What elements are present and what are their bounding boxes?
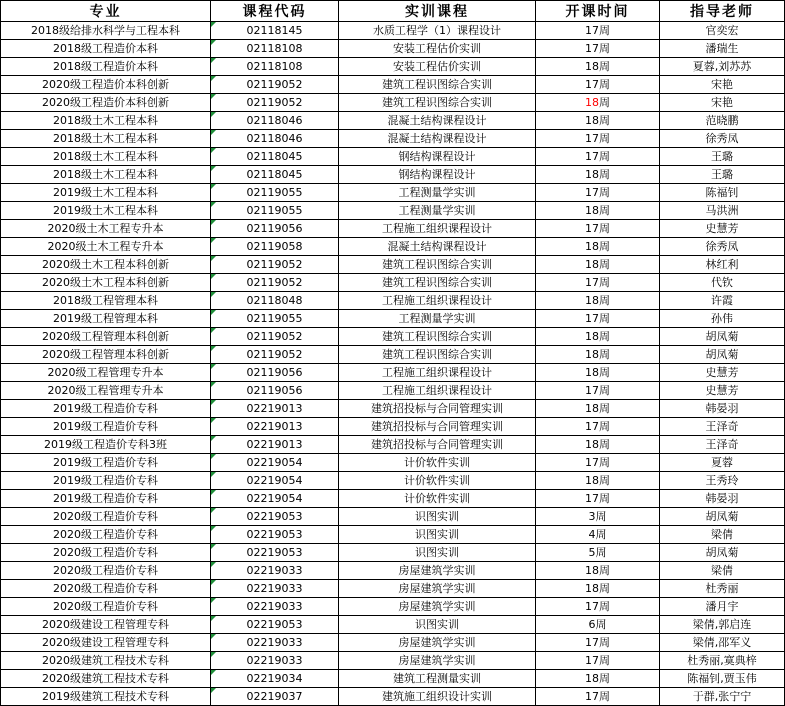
table-row [1,544,785,562]
cell-course[interactable]: 工程施工组织课程设计 [339,292,536,310]
cell-course[interactable]: 安装工程估价实训 [339,40,536,58]
cell-course[interactable]: 工程施工组织课程设计 [339,220,536,238]
table-row [1,382,785,400]
cell-weeks[interactable]: 17周 [536,76,660,94]
table-row [1,436,785,454]
cell-weeks[interactable]: 18周 [536,166,660,184]
cell-major[interactable]: 2018级工程造价本科 [1,40,211,58]
table-row [1,40,785,58]
cell-major[interactable]: 2019级工程管理本科 [1,310,211,328]
cell-major[interactable]: 2020级工程造价专科 [1,526,211,544]
cell-course-code[interactable]: 02219033 [211,634,339,652]
cell-course-code[interactable]: 02219037 [211,688,339,706]
cell-weeks[interactable]: 17周 [536,634,660,652]
cell-course-code[interactable]: 02118046 [211,130,339,148]
cell-major[interactable]: 2020级工程管理本科创新 [1,346,211,364]
cell-major[interactable]: 2018级土木工程本科 [1,148,211,166]
cell-major[interactable]: 2020级工程造价专科 [1,562,211,580]
cell-course[interactable]: 建筑工程识图综合实训 [339,76,536,94]
cell-course[interactable]: 混凝土结构课程设计 [339,238,536,256]
cell-course-code[interactable]: 02219034 [211,670,339,688]
cell-course[interactable]: 水质工程学（1）课程设计 [339,22,536,40]
cell-course-code[interactable]: 02219033 [211,580,339,598]
table-row [1,328,785,346]
cell-course[interactable]: 安装工程估价实训 [339,58,536,76]
cell-teacher[interactable]: 林红利 [660,256,785,274]
cell-course[interactable]: 房屋建筑学实训 [339,634,536,652]
cell-weeks[interactable]: 17周 [536,490,660,508]
cell-course[interactable]: 识图实训 [339,508,536,526]
cell-course[interactable]: 建筑工程识图综合实训 [339,328,536,346]
cell-teacher[interactable]: 梁倩,邵军义 [660,634,785,652]
cell-weeks[interactable]: 18周 [536,400,660,418]
cell-major[interactable]: 2019级工程造价专科 [1,400,211,418]
cell-major[interactable]: 2019级工程造价专科 [1,490,211,508]
cell-course[interactable]: 钢结构课程设计 [339,166,536,184]
cell-teacher[interactable]: 潘月宇 [660,598,785,616]
cell-teacher[interactable]: 范晓鹏 [660,112,785,130]
cell-course-code[interactable]: 02119052 [211,346,339,364]
cell-major[interactable]: 2019级工程造价专科3班 [1,436,211,454]
table-row [1,130,785,148]
table-body [1,22,785,706]
cell-course-code[interactable]: 02219013 [211,418,339,436]
cell-teacher[interactable]: 史慧芳 [660,364,785,382]
cell-teacher[interactable]: 徐秀凤 [660,238,785,256]
cell-course[interactable]: 工程施工组织课程设计 [339,364,536,382]
cell-teacher[interactable]: 史慧芳 [660,220,785,238]
cell-course[interactable]: 计价软件实训 [339,472,536,490]
cell-course-code[interactable]: 02118048 [211,292,339,310]
cell-course[interactable]: 房屋建筑学实训 [339,598,536,616]
cell-major[interactable]: 2019级建筑工程技术专科 [1,688,211,706]
cell-teacher[interactable]: 胡凤菊 [660,544,785,562]
cell-teacher[interactable]: 马洪洲 [660,202,785,220]
cell-teacher[interactable]: 胡凤菊 [660,328,785,346]
cell-course[interactable]: 建筑施工组织设计实训 [339,688,536,706]
cell-major[interactable]: 2018级土木工程本科 [1,112,211,130]
cell-weeks[interactable]: 18周 [536,256,660,274]
table-row [1,112,785,130]
cell-teacher[interactable]: 许霞 [660,292,785,310]
cell-course[interactable]: 工程测量学实训 [339,202,536,220]
table-row [1,454,785,472]
cell-teacher[interactable]: 王璐 [660,148,785,166]
cell-teacher[interactable]: 王泽奇 [660,418,785,436]
table-row [1,580,785,598]
cell-teacher[interactable]: 杜秀丽,寞典梓 [660,652,785,670]
cell-major[interactable]: 2020级工程管理本科创新 [1,328,211,346]
cell-teacher[interactable]: 梁倩 [660,562,785,580]
cell-teacher[interactable]: 陈福钊 [660,184,785,202]
cell-course-code[interactable]: 02119052 [211,76,339,94]
cell-teacher[interactable]: 梁倩,郭启连 [660,616,785,634]
table-row [1,148,785,166]
cell-weeks[interactable]: 17周 [536,130,660,148]
cell-teacher[interactable]: 胡凤菊 [660,346,785,364]
cell-course-code[interactable]: 02219013 [211,400,339,418]
cell-major[interactable]: 2019级工程造价专科 [1,472,211,490]
cell-weeks[interactable]: 17周 [536,148,660,166]
cell-major[interactable]: 2018级工程管理本科 [1,292,211,310]
cell-course[interactable]: 建筑工程识图综合实训 [339,274,536,292]
cell-weeks[interactable]: 17周 [536,22,660,40]
cell-teacher[interactable]: 梁倩 [660,526,785,544]
cell-course[interactable]: 房屋建筑学实训 [339,652,536,670]
cell-course[interactable]: 建筑工程测量实训 [339,670,536,688]
cell-major[interactable]: 2019级工程造价专科 [1,418,211,436]
cell-course[interactable]: 工程测量学实训 [339,310,536,328]
cell-course-code[interactable]: 02119052 [211,94,339,112]
cell-course[interactable]: 建筑工程识图综合实训 [339,94,536,112]
cell-course-code[interactable]: 02118108 [211,58,339,76]
cell-weeks[interactable]: 18周 [536,112,660,130]
cell-major[interactable]: 2020级土木工程本科创新 [1,256,211,274]
cell-major[interactable]: 2020级建筑工程技术专科 [1,652,211,670]
cell-weeks[interactable]: 17周 [536,184,660,202]
cell-teacher[interactable]: 潘瑞生 [660,40,785,58]
cell-course-code[interactable]: 02219054 [211,454,339,472]
cell-course[interactable]: 识图实训 [339,616,536,634]
cell-course[interactable]: 计价软件实训 [339,490,536,508]
cell-teacher[interactable]: 史慧芳 [660,382,785,400]
cell-course[interactable]: 房屋建筑学实训 [339,562,536,580]
cell-course-code[interactable]: 02119052 [211,328,339,346]
cell-course[interactable]: 建筑工程识图综合实训 [339,346,536,364]
cell-weeks[interactable]: 17周 [536,652,660,670]
header-major[interactable]: 专业 [1,1,211,22]
cell-weeks[interactable]: 17周 [536,454,660,472]
cell-course[interactable]: 建筑招投标与合同管理实训 [339,400,536,418]
table-row [1,616,785,634]
header-teacher[interactable]: 指导老师 [660,1,785,22]
cell-course-code[interactable]: 02119052 [211,274,339,292]
cell-course[interactable]: 建筑招投标与合同管理实训 [339,418,536,436]
cell-major[interactable]: 2018级土木工程本科 [1,166,211,184]
cell-teacher[interactable]: 夏蓉 [660,454,785,472]
cell-course-code[interactable]: 02219053 [211,508,339,526]
table-row [1,58,785,76]
header-course[interactable]: 实训课程 [339,1,536,22]
cell-course-code[interactable]: 02219053 [211,526,339,544]
cell-course-code[interactable]: 02119056 [211,220,339,238]
cell-course-code[interactable]: 02219013 [211,436,339,454]
cell-teacher[interactable]: 陈福钊,贾玉伟 [660,670,785,688]
cell-major[interactable]: 2019级工程造价专科 [1,454,211,472]
cell-major[interactable]: 2018级工程造价本科 [1,58,211,76]
cell-weeks[interactable]: 18周 [536,364,660,382]
cell-major[interactable]: 2020级土木工程本科创新 [1,274,211,292]
cell-course-code[interactable]: 02219054 [211,472,339,490]
cell-major[interactable]: 2020级建设工程管理专科 [1,634,211,652]
cell-teacher[interactable]: 夏蓉,刘苏苏 [660,58,785,76]
cell-teacher[interactable]: 官奕宏 [660,22,785,40]
cell-teacher[interactable]: 王泽奇 [660,436,785,454]
cell-weeks[interactable]: 17周 [536,274,660,292]
cell-course[interactable]: 混凝土结构课程设计 [339,130,536,148]
cell-weeks[interactable] [536,94,660,112]
cell-weeks[interactable]: 6周 [536,616,660,634]
cell-course-code[interactable]: 02118108 [211,40,339,58]
cell-course[interactable]: 计价软件实训 [339,454,536,472]
cell-major[interactable]: 2019级土木工程本科 [1,202,211,220]
cell-major[interactable]: 2020级工程管理专升本 [1,364,211,382]
table-row [1,562,785,580]
cell-course-code[interactable]: 02119052 [211,256,339,274]
weeks-number-highlight: 18 [585,95,599,109]
cell-course-code[interactable]: 02119056 [211,382,339,400]
header-row [1,1,785,22]
cell-major[interactable]: 2020级工程造价专科 [1,508,211,526]
table-row [1,598,785,616]
cell-weeks[interactable]: 18周 [536,346,660,364]
cell-weeks[interactable]: 17周 [536,382,660,400]
cell-course-code[interactable]: 02118046 [211,112,339,130]
table-row [1,76,785,94]
table-row [1,652,785,670]
cell-weeks[interactable]: 18周 [536,562,660,580]
table-row [1,346,785,364]
cell-course[interactable]: 建筑招投标与合同管理实训 [339,436,536,454]
table-row [1,418,785,436]
cell-weeks[interactable]: 18周 [536,436,660,454]
table-row [1,508,785,526]
cell-weeks[interactable]: 5周 [536,544,660,562]
cell-teacher[interactable]: 王璐 [660,166,785,184]
cell-teacher[interactable]: 于群,张宁宁 [660,688,785,706]
cell-course-code[interactable]: 02119055 [211,310,339,328]
cell-major[interactable]: 2019级土木工程本科 [1,184,211,202]
cell-teacher[interactable]: 韩晏羽 [660,490,785,508]
cell-course-code[interactable]: 02219053 [211,616,339,634]
table-row [1,202,785,220]
cell-course-code[interactable]: 02119055 [211,202,339,220]
cell-major[interactable]: 2020级工程管理专升本 [1,382,211,400]
cell-weeks[interactable]: 18周 [536,58,660,76]
cell-course[interactable]: 钢结构课程设计 [339,148,536,166]
cell-teacher[interactable]: 孙伟 [660,310,785,328]
table-row [1,256,785,274]
cell-course-code[interactable]: 02119056 [211,364,339,382]
table-row [1,94,785,112]
table-row [1,238,785,256]
cell-weeks[interactable]: 17周 [536,40,660,58]
cell-course[interactable]: 建筑工程识图综合实训 [339,256,536,274]
table-row [1,364,785,382]
cell-teacher[interactable]: 王秀玲 [660,472,785,490]
table-row [1,688,785,706]
cell-weeks[interactable]: 18周 [536,292,660,310]
cell-weeks[interactable]: 17周 [536,418,660,436]
table-row [1,220,785,238]
cell-course[interactable]: 工程测量学实训 [339,184,536,202]
cell-course-code[interactable]: 02118145 [211,22,339,40]
cell-major[interactable]: 2020级工程造价专科 [1,598,211,616]
cell-weeks[interactable]: 17周 [536,310,660,328]
cell-major[interactable]: 2018级土木工程本科 [1,130,211,148]
table-row [1,292,785,310]
cell-course[interactable]: 房屋建筑学实训 [339,580,536,598]
cell-teacher[interactable]: 杜秀丽 [660,580,785,598]
cell-course-code[interactable]: 02219033 [211,652,339,670]
cell-major[interactable]: 2020级工程造价专科 [1,544,211,562]
cell-weeks[interactable]: 3周 [536,508,660,526]
table-row [1,22,785,40]
table-row [1,310,785,328]
cell-teacher[interactable]: 宋艳 [660,76,785,94]
cell-major[interactable]: 2020级土木工程专升本 [1,220,211,238]
cell-course-code[interactable]: 02219033 [211,598,339,616]
cell-teacher[interactable]: 宋艳 [660,94,785,112]
table-row [1,670,785,688]
cell-major[interactable]: 2020级工程造价专科 [1,580,211,598]
table-row [1,400,785,418]
cell-course[interactable]: 混凝土结构课程设计 [339,112,536,130]
cell-weeks[interactable]: 18周 [536,202,660,220]
cell-weeks[interactable]: 18周 [536,238,660,256]
table-row [1,634,785,652]
cell-major[interactable]: 2020级土木工程专升本 [1,238,211,256]
cell-weeks[interactable]: 17周 [536,598,660,616]
cell-major[interactable]: 2020级建筑工程技术专科 [1,670,211,688]
header-course-code[interactable]: 课程代码 [211,1,339,22]
cell-major[interactable]: 2020级工程造价本科创新 [1,94,211,112]
table-row [1,526,785,544]
cell-major[interactable]: 2018级给排水科学与工程本科 [1,22,211,40]
cell-course[interactable]: 工程施工组织课程设计 [339,382,536,400]
cell-weeks[interactable]: 4周 [536,526,660,544]
cell-major[interactable]: 2020级工程造价本科创新 [1,76,211,94]
cell-weeks[interactable]: 17周 [536,688,660,706]
cell-weeks[interactable]: 17周 [536,220,660,238]
cell-teacher[interactable]: 胡凤菊 [660,508,785,526]
cell-weeks[interactable]: 18周 [536,580,660,598]
cell-teacher[interactable]: 韩晏羽 [660,400,785,418]
cell-course-code[interactable]: 02219054 [211,490,339,508]
cell-weeks[interactable]: 18周 [536,472,660,490]
table-row [1,490,785,508]
cell-course-code[interactable]: 02118045 [211,148,339,166]
header-weeks[interactable]: 开课时间 [536,1,660,22]
table-row [1,184,785,202]
cell-course[interactable]: 识图实训 [339,544,536,562]
cell-course-code[interactable]: 02219033 [211,562,339,580]
cell-major[interactable]: 2020级建设工程管理专科 [1,616,211,634]
cell-weeks[interactable]: 18周 [536,670,660,688]
cell-course-code[interactable]: 02118045 [211,166,339,184]
cell-course-code[interactable]: 02219053 [211,544,339,562]
cell-course[interactable]: 识图实训 [339,526,536,544]
cell-teacher[interactable]: 代钦 [660,274,785,292]
table-row [1,274,785,292]
cell-weeks[interactable]: 18周 [536,328,660,346]
cell-teacher[interactable]: 徐秀凤 [660,130,785,148]
weeks-unit: 周 [599,95,610,109]
cell-course-code[interactable]: 02119055 [211,184,339,202]
table-row [1,166,785,184]
cell-course-code[interactable]: 02119058 [211,238,339,256]
table-row [1,472,785,490]
